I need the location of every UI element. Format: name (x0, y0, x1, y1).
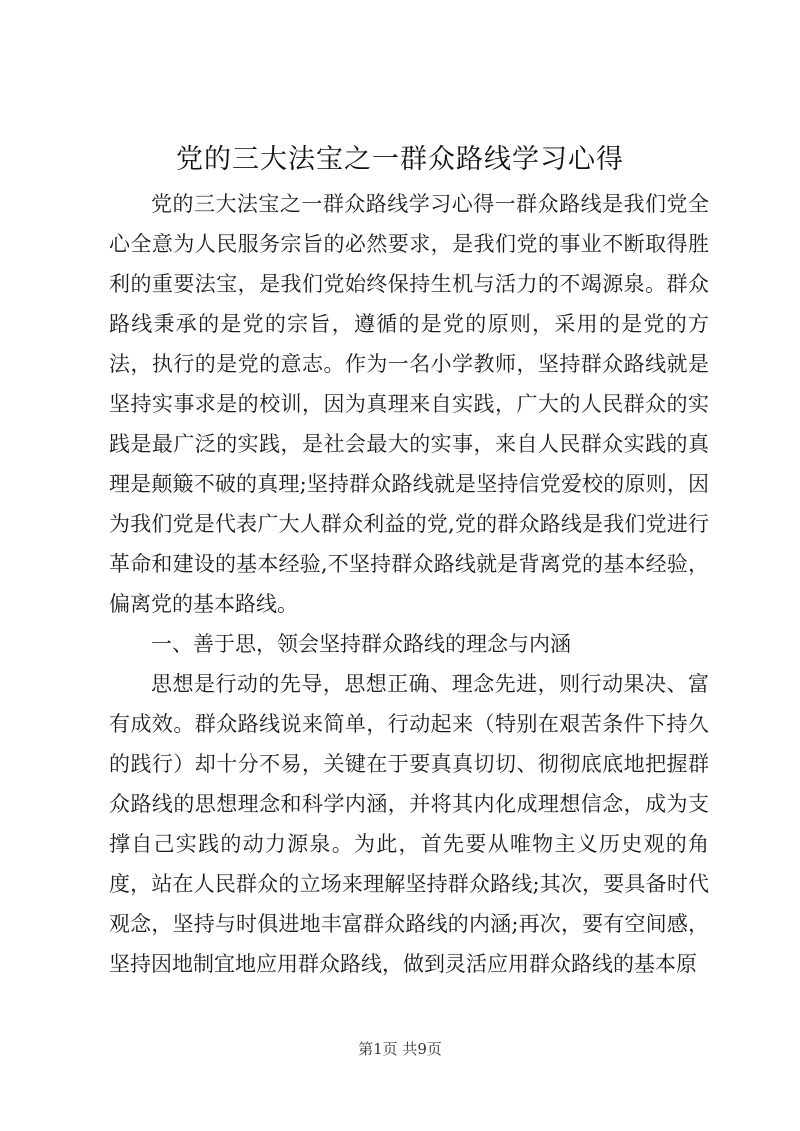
section-paragraph: 思想是行动的先导，思想正确、理念先进，则行动果决、富有成效。群众路线说来简单，行动起来（特别在艰苦条件下持久的践行）却十分不易，关键在于要真真切切、彻彻底底地把握群众路线的思想理念和科学内涵，并将其内化成理想信念，成为支撑自己实践的动力源泉。为此，首先要从唯物主义历史观的角度，站在人民群众的立场来理解坚持群众路线;其次，要具备时代观念，坚持与时俱进地丰富群众路线的内涵;再次，要有空间感，坚持因地制宜地应用群众路线，做到灵活应用群众路线的基本原 (109, 672, 709, 976)
document-body (109, 184, 709, 984)
intro-paragraph: 党的三大法宝之一群众路线学习心得一群众路线是我们党全心全意为人民服务宗旨的必然要求，是我们党的事业不断取得胜利的重要法宝，是我们党始终保持生机与活力的不竭源泉。群众路线秉承的是党的宗旨，遵循的是党的原则，采用的是党的方法，执行的是党的意志。作为一名小学教师，坚持群众路线就是坚持实事求是的校训，因为真理来自实践，广大的人民群众的实践是最广泛的实践，是社会最大的实事，来自人民群众实践的真理是颠簸不破的真理;坚持群众路线就是坚持信党爱校的原则，因为我们党是代表广大人群众利益的党,党的群众路线是我们党进行革命和建设的基本经验,不坚持群众路线就是背离党的基本经验，偏离党的基本路线。 (109, 192, 709, 616)
document-title: 党的三大法宝之一群众路线学习心得 (176, 144, 624, 175)
page-footer: 第1页 共9页 (358, 1040, 442, 1058)
section-heading: 一、善于思，领会坚持群众路线的理念与内涵 (151, 632, 571, 656)
